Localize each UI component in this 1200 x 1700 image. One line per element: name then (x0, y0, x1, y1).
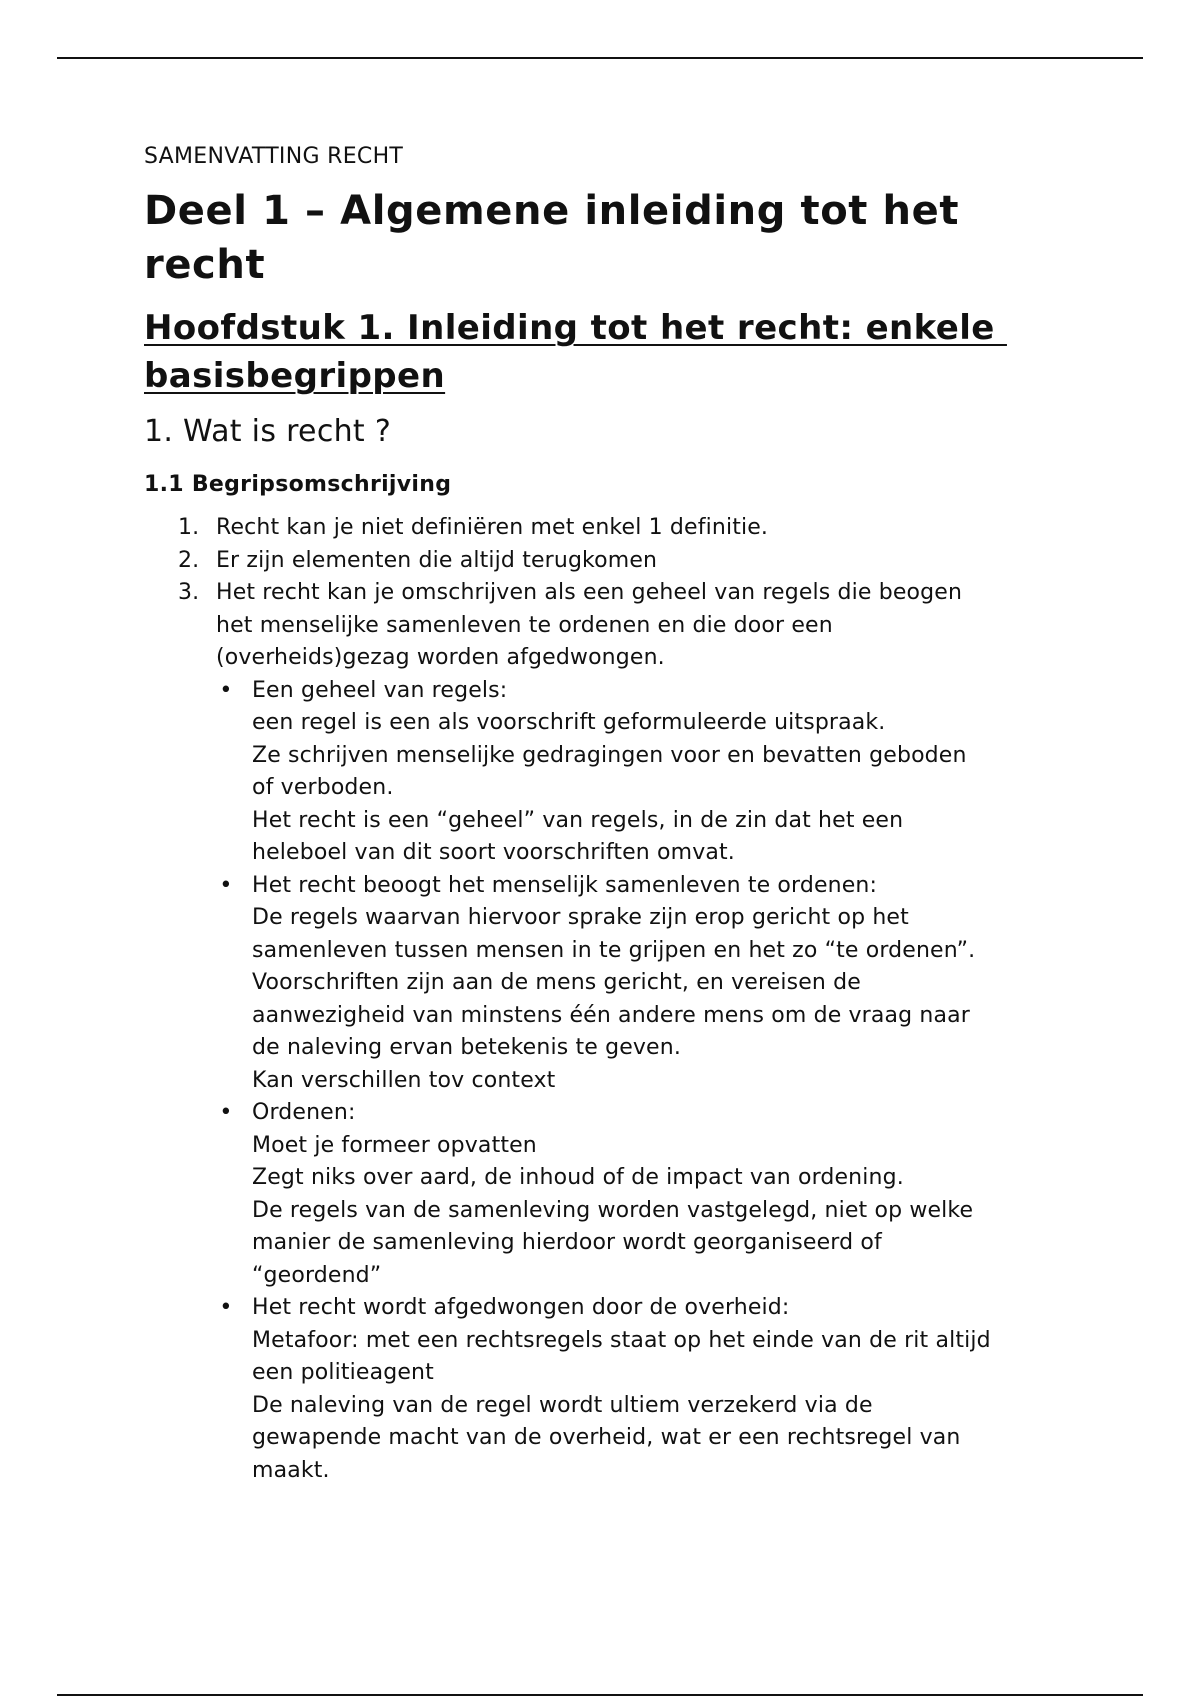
bullet-line: “geordend” (252, 1262, 382, 1288)
bullet-icon: • (219, 677, 233, 703)
bullet-line: samenleven tussen mensen in te grijpen en het zo “te ordenen”. (252, 937, 976, 963)
part-title-line-2: recht (144, 242, 266, 288)
numbered-item-3 (144, 577, 1074, 1487)
bullet-line: Metafoor: met een rechtsregels staat op het einde van de rit altijd (252, 1327, 991, 1353)
document-body (144, 140, 1074, 1487)
part-title-line-1: Deel 1 – Algemene inleiding tot het (144, 188, 960, 234)
bullet-line: een politieagent (252, 1360, 434, 1385)
bullet-line: aanwezigheid van minstens één andere mens om de vraag naar (252, 1002, 970, 1028)
chapter-title-line-1: Hoofdstuk 1. Inleiding tot het recht: enkele (144, 308, 1007, 348)
bullet-line: maakt. (252, 1457, 330, 1483)
bullet-line: Het recht wordt afgedwongen door de overheid: (252, 1295, 790, 1320)
list-number: 3. (178, 580, 200, 605)
numbered-item-2 (144, 545, 1074, 578)
bullet-line: of verboden. (252, 775, 394, 800)
bullet-line: een regel is een als voorschrift geformuleerde uitspraak. (252, 710, 886, 735)
bullet-line: De naleving van de regel wordt ultiem verzekerd via de (252, 1392, 873, 1418)
bullet-line: Ze schrijven menselijke gedragingen voor en bevatten geboden (252, 742, 967, 768)
section-title: 1. Wat is recht ? (144, 414, 392, 449)
list-number: 2. (178, 547, 200, 573)
part-title (144, 184, 1074, 292)
bullet-line: De regels waarvan hiervoor sprake zijn erop gericht op het (252, 905, 909, 930)
numbered-list (144, 512, 1074, 1487)
list-item-line: Het recht kan je omschrijven als een geheel van regels die beogen (216, 580, 963, 605)
bottom-divider (57, 1694, 1143, 1696)
bullet-item-3 (216, 1097, 1074, 1292)
bullet-line: Kan verschillen tov context (252, 1067, 556, 1093)
list-number: 1. (178, 515, 200, 540)
bullet-item-1 (216, 675, 1074, 870)
bullet-line: Zegt niks over aard, de inhoud of de impact van ordening. (252, 1165, 904, 1190)
bullet-line: manier de samenleving hierdoor wordt georganiseerd of (252, 1230, 882, 1255)
bullet-line: de naleving ervan betekenis te geven. (252, 1035, 681, 1060)
document-label: SAMENVATTING RECHT (144, 144, 404, 169)
bullet-list (216, 675, 1074, 1488)
list-item-line: Er zijn elementen die altijd terugkomen (216, 547, 658, 573)
bullet-line: Voorschriften zijn aan de mens gericht, en vereisen de (252, 970, 861, 995)
subsection-title: 1.1 Begripsomschrijving (144, 472, 452, 497)
numbered-item-1 (144, 512, 1074, 545)
bullet-icon: • (219, 1100, 233, 1125)
chapter-title-line-2: basisbegrippen (144, 356, 446, 396)
bullet-line: gewapende macht van de overheid, wat er een rechtsregel van (252, 1425, 961, 1450)
bullet-item-4 (216, 1292, 1074, 1487)
bullet-line: heleboel van dit soort voorschriften omvat. (252, 840, 735, 865)
list-item-line: Recht kan je niet definiëren met enkel 1 definitie. (216, 515, 769, 540)
chapter-title (144, 304, 1074, 400)
bullet-icon: • (219, 872, 233, 898)
bullet-line: Het recht is een “geheel” van regels, in de zin dat het een (252, 807, 904, 833)
bullet-line: Moet je formeer opvatten (252, 1132, 537, 1158)
bullet-line: De regels van de samenleving worden vastgelegd, niet op welke (252, 1197, 974, 1223)
list-item-line: het menselijke samenleven te ordenen en die door een (216, 612, 833, 638)
top-divider (57, 57, 1143, 59)
bullet-line: Het recht beoogt het menselijk samenleven te ordenen: (252, 872, 878, 898)
bullet-icon: • (219, 1295, 233, 1320)
bullet-line: Ordenen: (252, 1100, 356, 1125)
bullet-item-2 (216, 870, 1074, 1098)
list-item-line: (overheids)gezag worden afgedwongen. (216, 645, 665, 670)
bullet-line: Een geheel van regels: (252, 677, 508, 703)
